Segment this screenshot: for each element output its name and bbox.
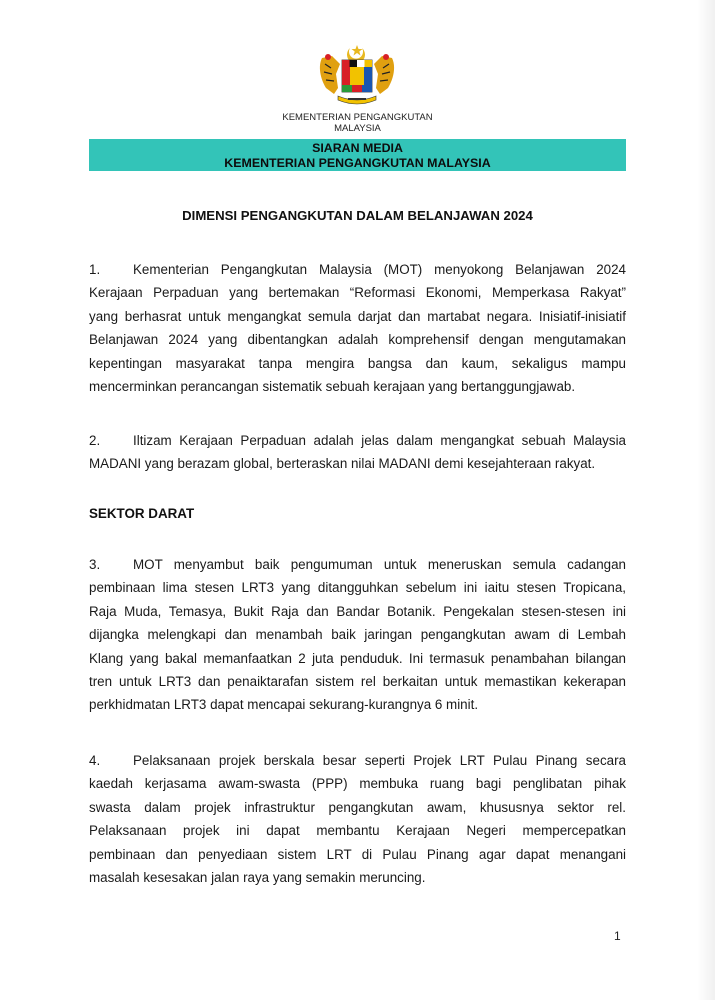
paragraph-line: MOT menyambut baik pengumuman untuk meneruskan semula cadangan	[133, 557, 626, 572]
ministry-name-line2: MALAYSIA	[334, 123, 381, 134]
paragraph-3	[89, 553, 626, 717]
paragraph-line: Kementerian Pengangkutan Malaysia (MOT) menyokong Belanjawan 2024	[133, 262, 626, 277]
paragraph-line: kepentingan masyarakat tanpa mengira bangsa dan kaum, sekaligus mampu	[89, 355, 626, 371]
paragraph-line: masalah kesesakan jalan raya yang semakin meruncing.	[89, 870, 426, 886]
paragraph-4	[89, 749, 626, 889]
paragraph-line: Raja Muda, Temasya, Bukit Raja dan Bandar Botanik. Pengekalan stesen-stesen ini	[89, 603, 626, 619]
paragraph-line: pembinaan lima stesen LRT3 yang ditangguhkan sebelum ini iaitu stesen Tropicana,	[89, 580, 626, 596]
paragraph-line: yang berhasrat untuk mengangkat semula darjat dan martabat negara. Inisiatif-inisiatif	[89, 308, 626, 324]
paragraph-line: Pelaksanaan projek berskala besar seperti Projek LRT Pulau Pinang secara	[133, 753, 626, 768]
banner-line2: KEMENTERIAN PENGANGKUTAN MALAYSIA	[224, 156, 491, 170]
paragraph-line: dijangka melengkapi dan menambah baik jaringan pengangkutan awam di Lembah	[89, 627, 626, 643]
banner-line1: SIARAN MEDIA	[312, 141, 403, 155]
paragraph-line: pembinaan dan penyediaan sistem LRT di Pulau Pinang agar dapat menangani	[89, 846, 626, 862]
paragraph-line: Belanjawan 2024 yang dibentangkan adalah komprehensif dengan mengutamakan	[89, 332, 626, 348]
paragraph-line: perkhidmatan LRT3 dapat mencapai sekurang-kurangnya 6 minit.	[89, 697, 479, 713]
paragraph-line: Klang yang bakal memanfaatkan 2 juta penduduk. Ini termasuk penambahan bilangan	[89, 650, 626, 666]
paragraph-number: 1.	[89, 262, 101, 277]
paragraph-line: mencerminkan perancangan sistematik sebuah kerajaan yang bertanggungjawab.	[89, 379, 576, 395]
ministry-name	[250, 112, 465, 134]
document-title: DIMENSI PENGANGKUTAN DALAM BELANJAWAN 2024	[182, 208, 533, 223]
paragraph-1	[89, 258, 626, 398]
paragraph-2	[89, 429, 626, 476]
paragraph-number: 3.	[89, 557, 101, 572]
paragraph-line: tren untuk LRT3 dan penaiktarafan sistem rel berkaitan untuk memastikan kekerapan	[89, 674, 626, 690]
page-number: 1	[614, 929, 621, 943]
paragraph-line: MADANI yang berazam global, berteraskan nilai MADANI demi kesejahteraan rakyat.	[89, 456, 596, 472]
paragraph-line: swasta dalam projek infrastruktur pengangkutan awam, khususnya sektor rel.	[89, 799, 626, 815]
section-heading: SEKTOR DARAT	[89, 506, 195, 521]
paragraph-line: kaedah kerjasama awam-swasta (PPP) membuka ruang bagi penglibatan pihak	[89, 776, 626, 792]
paragraph-number: 4.	[89, 753, 101, 768]
page-edge-shadow	[697, 0, 715, 1000]
ministry-name-line1: KEMENTERIAN PENGANGKUTAN	[282, 112, 433, 123]
paragraph-line: Iltizam Kerajaan Perpaduan adalah jelas dalam mengangkat sebuah Malaysia	[133, 433, 626, 448]
paragraph-line: Kerajaan Perpaduan yang bertemakan “Reformasi Ekonomi, Memperkasa Rakyat”	[89, 285, 626, 301]
paragraph-number: 2.	[89, 433, 101, 448]
malaysia-coat-of-arms-logo	[316, 44, 398, 106]
media-release-banner	[89, 139, 626, 171]
paragraph-line: Pelaksanaan projek ini dapat membantu Kerajaan Negeri mempercepatkan	[89, 823, 626, 839]
